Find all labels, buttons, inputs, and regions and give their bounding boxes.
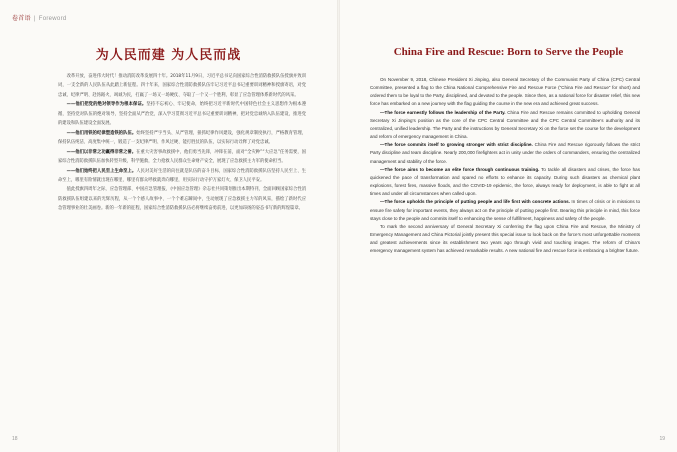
page-number-right: 19 xyxy=(659,436,665,442)
paragraph: —The force commits itself to growing stronger with strict discipline. China Fire and Rescue rigorously follows the strict Party discipline and team discipline. Nearly 200,000 firefighters act in unity under the orders of commanders, ensuring the centralized management and stability of the force. xyxy=(370,142,640,164)
paragraph: —The force earnestly follows the leadership of the Party. China Fire and Rescue remains committed to upholding General Secretary Xi Jinping’s position as the core of the CPC Central Committee and the CPC Central Committee’s authority and its centralized, unified leadership. The Party and the instructions by General Secretary Xi on the force set the course for the development and reform of emergency management in China. xyxy=(370,109,640,140)
page-number-left: 18 xyxy=(12,436,18,442)
paragraph: ——他们始终把人民至上生命至上。人民对美好生活的向往就是队伍的奋斗目标，国家综合性消防救援队伍坚持人民至上、生命至上，哪里有险情就出现在哪里，哪里有群众呼救就奔向哪里，用实际行动守护万家灯火、保卫人民平安。 xyxy=(58,168,307,183)
section-title-zh: 卷首语 xyxy=(12,16,31,22)
paragraph: 改革开放，奋进伟大时代！推动消防改革发展四十年。2018年11月9日，习近平总书记向国家综合性消防救援队伍授旗并致训词，一支全新的人民队伍从此踏上新征程。四十年来，国家综合性消防救援队伍牢记习近平总书记重要训词精神和授旗寄语，对党忠诚、纪律严明、赴汤蹈火、竭诚为民，打赢了一场又一场硬仗、夺取了一个又一个胜利，彰显了应急管理体系新时代的风采。 xyxy=(58,74,306,98)
paragraph: 值此授旗四周年之际，应急管理部、中国应急管理报、《中国应急管理》杂志社共同策划推出本期特刊，全面回顾国家综合性消防救援队伍组建以来的光辉历程，从一个个感人故事中、一个个难忘瞬间中，生动展现了应急救援主力军的风采，描绘了新时代应急管理事业的壮美画卷。新的一年新的征程，国家综合性消防救援队伍必将继续奋勇前进，以更加昂扬的姿态书写新的辉煌篇章。 xyxy=(58,187,306,212)
paragraph: To mark the second anniversary of General Secretary Xi conferring the flag upon China Fire and Rescue, the Ministry of Emergency Management and China Pictorial jointly present this special issue to look back on the force’s most unforgettable moments and greatest achievements since its establishment two years ago through vivid and touching images. The reform of China’s emergency management system has achieved remarkable results. A new national fire and rescue force is embracing a brighter future. xyxy=(370,223,640,254)
paragraph: ——他们以非常之功赢得非常之誉。在重大灾害事故救援中，他们勇当先锋，冲锋在前，面对“全灾种”“大应急”任务需要，国家综合性消防救援队伍加快转型升级，科学施救，全力抢救人民群众生命财产安全，展现了应急救援主力军的使命担当。 xyxy=(58,149,307,165)
paragraph: On November 9, 2018, Chinese President Xi Jinping, also General Secretary of the Communist Party of China (CPC) Central Committee, presented a flag to the China National Comprehensive Fire and Rescue Force (“China Fire and Rescue” for short) and ordered them to be loyal to the Party, disciplined, and devoted to the people. Since then, as a national force for disaster relief, this new force has embarked on a new journey with the flag guiding the course in the new era and achieved great success. xyxy=(370,77,640,107)
paragraph: ——他们用铁的纪律塑造铁的队伍。始终坚持严字当头、从严管理，狠抓纪律作风建设，强化规章制度执行，严格教育管理，保持队伍纯洁、高度集中统一，锻造了一支纪律严明、作风过硬、能打胜仗的队伍，以实际行动诠释了对党忠诚。 xyxy=(58,130,307,146)
paragraph: —The force upholds the principle of putting people and life first with concrete actions. In times of crisis or in missions to ensure fire safety for important events, they always act on the principle of putting people first. Bearing this principle in mind, this force stays close to the people and commits itself to enhancing the sense of fulfillment, happiness and safety of the people. xyxy=(370,199,641,221)
right-page xyxy=(340,0,677,452)
paragraph: ——他们把党的绝对领导作为根本保证。坚持不忘初心、牢记使命，始终把习近平新时代中国特色社会主义思想作为根本遵循，坚持党对队伍的绝对领导，坚持全面从严治党，深入学习贯彻习近平总书记重要训词精神，把对党忠诚纳入队伍建设，推进党的建设和队伍建设全面发展。 xyxy=(58,102,307,127)
paragraph: —The force aims to become an elite force through continuous training. To tackle all disasters and crises, the force has quickened the pace of transformation and spared no efforts to enhance its capacity. During such disasters as chemical plant explosions, forest fires, massive floods, and the COVID-19 epidemic, the force, always ready for deployment, is able to fight at all times and under all circumstances when called upon. xyxy=(370,166,640,197)
left-page xyxy=(0,0,337,452)
article-title-zh: 为人民而建 为人民而战 xyxy=(95,48,242,63)
article-title-en: China Fire and Rescue: Born to Serve the People xyxy=(393,46,624,58)
article-body-zh xyxy=(58,72,306,214)
section-title-en: Foreword xyxy=(38,16,67,22)
section-header: 卷首语 | Foreword xyxy=(12,16,67,22)
article-body-en xyxy=(370,76,640,255)
